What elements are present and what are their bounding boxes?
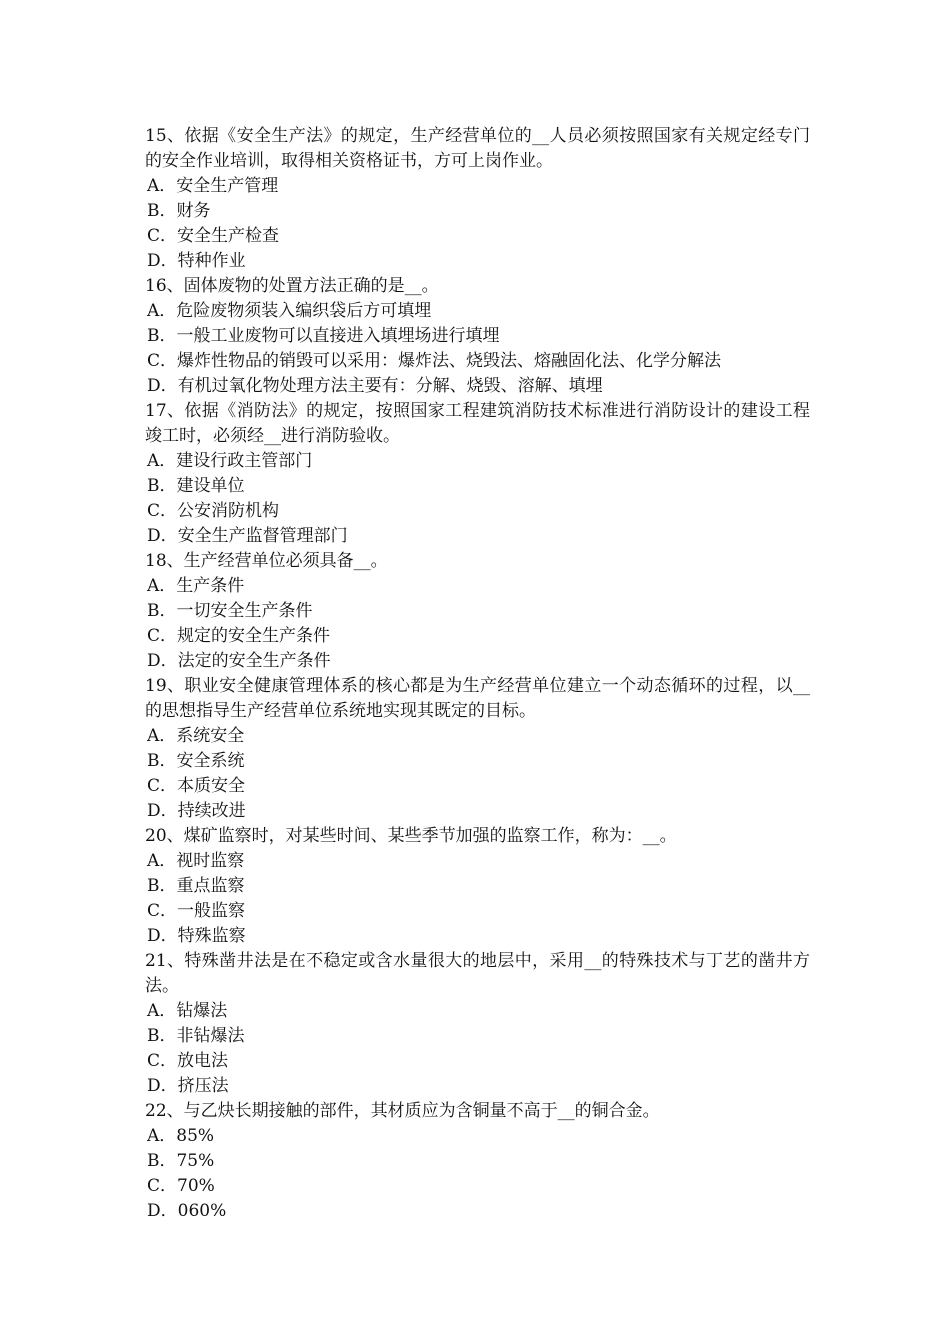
option-a: A．安全生产管理 bbox=[147, 176, 279, 196]
question-stem: 15、依据《安全生产法》的规定，生产经营单位的__人员必须按照国家有关规定经专门的安全作业培训，取得相关资格证书，方可上岗作业。 bbox=[145, 126, 810, 171]
option-a: A．生产条件 bbox=[147, 576, 245, 596]
option-c: C．一般监察 bbox=[147, 901, 246, 921]
option-d: D．有机过氧化物处理方法主要有：分解、烧毁、溶解、填埋 bbox=[147, 376, 603, 396]
question-21 bbox=[145, 949, 810, 1099]
document-body bbox=[145, 124, 810, 1224]
option-b: B．75% bbox=[147, 1151, 215, 1171]
question-22 bbox=[145, 1099, 810, 1224]
option-a: A．建设行政主管部门 bbox=[147, 451, 313, 471]
option-d: D．持续改进 bbox=[147, 801, 246, 821]
option-b: B．重点监察 bbox=[147, 876, 245, 896]
option-b: B．一切安全生产条件 bbox=[147, 601, 313, 621]
option-c: C．爆炸性物品的销毁可以采用：爆炸法、烧毁法、熔融固化法、化学分解法 bbox=[147, 351, 722, 371]
option-c: C．公安消防机构 bbox=[147, 501, 280, 521]
question-18 bbox=[145, 549, 810, 674]
question-stem: 19、职业安全健康管理体系的核心都是为生产经营单位建立一个动态循环的过程，以__的思想指导生产经营单位系统地实现其既定的目标。 bbox=[145, 676, 810, 721]
option-d: D．法定的安全生产条件 bbox=[147, 651, 331, 671]
question-stem: 18、生产经营单位必须具备__。 bbox=[145, 551, 388, 571]
option-b: B．安全系统 bbox=[147, 751, 245, 771]
option-d: D．特种作业 bbox=[147, 251, 246, 271]
question-15 bbox=[145, 124, 810, 274]
option-b: B．非钻爆法 bbox=[147, 1026, 245, 1046]
option-a: A．危险废物须装入编织袋后方可填埋 bbox=[147, 301, 432, 321]
option-d: D．安全生产监督管理部门 bbox=[147, 526, 348, 546]
option-a: A．系统安全 bbox=[147, 726, 245, 746]
question-stem: 22、与乙炔长期接触的部件，其材质应为含铜量不高于__的铜合金。 bbox=[145, 1101, 660, 1121]
option-b: B．财务 bbox=[147, 201, 211, 221]
option-a: A．钻爆法 bbox=[147, 1001, 228, 1021]
option-c: C．放电法 bbox=[147, 1051, 229, 1071]
option-c: C．规定的安全生产条件 bbox=[147, 626, 331, 646]
option-c: C．本质安全 bbox=[147, 776, 246, 796]
question-stem: 20、煤矿监察时，对某些时间、某些季节加强的监察工作，称为：__。 bbox=[145, 826, 677, 846]
option-c: C．安全生产检查 bbox=[147, 226, 280, 246]
option-d: D．特殊监察 bbox=[147, 926, 246, 946]
question-stem: 21、特殊凿井法是在不稳定或含水量很大的地层中，采用__的特殊技术与丁艺的凿井方法。 bbox=[145, 951, 810, 996]
question-17 bbox=[145, 399, 810, 549]
option-a: A．85% bbox=[147, 1126, 215, 1146]
question-19 bbox=[145, 674, 810, 824]
option-b: B．建设单位 bbox=[147, 476, 245, 496]
option-b: B．一般工业废物可以直接进入填埋场进行填埋 bbox=[147, 326, 500, 346]
question-stem: 17、依据《消防法》的规定，按照国家工程建筑消防技术标准进行消防设计的建设工程竣工时，必须经__进行消防验收。 bbox=[145, 401, 810, 446]
option-a: A．视时监察 bbox=[147, 851, 245, 871]
option-d: D．060% bbox=[147, 1201, 227, 1221]
question-16 bbox=[145, 274, 810, 399]
question-stem: 16、固体废物的处置方法正确的是__。 bbox=[145, 276, 439, 296]
option-c: C．70% bbox=[147, 1176, 215, 1196]
option-d: D．挤压法 bbox=[147, 1076, 229, 1096]
question-20 bbox=[145, 824, 810, 949]
